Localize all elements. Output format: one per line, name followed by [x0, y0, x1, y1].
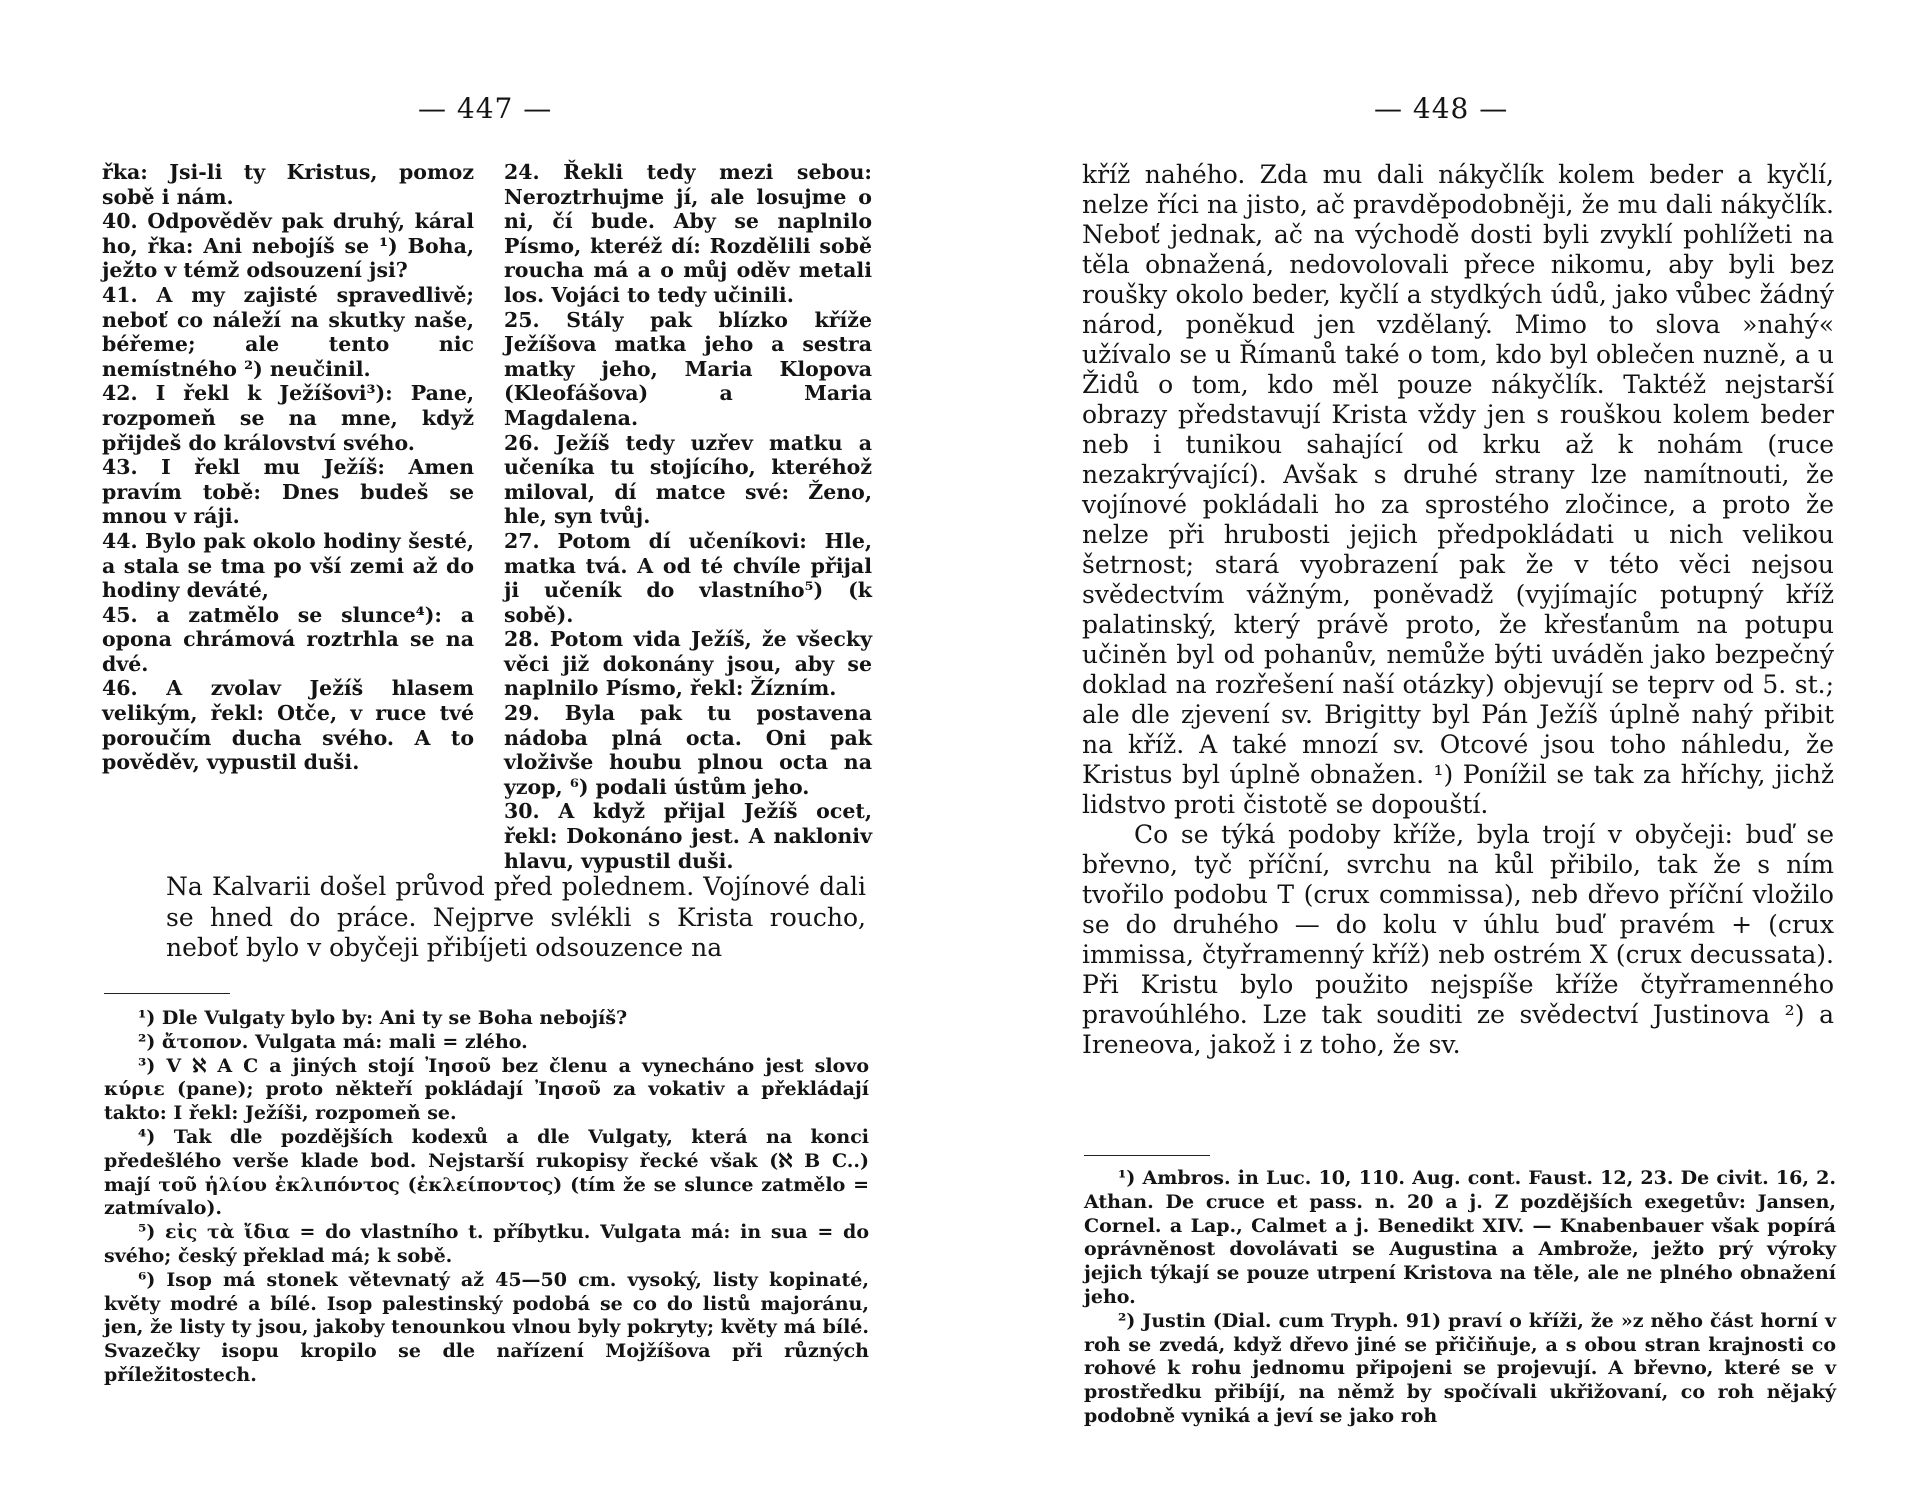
verse-paragraph: 27. Potom dí učeníkovi: Hle, matka tvá. A od té chvíle přijal ji učeník do vlastního⁵) (k sobě). — [504, 528, 872, 627]
footnote: ⁵) εἰς τὰ ἴδια = do vlastního t. příbytku. Vulgata má: in sua = do svého; český překlad má; k sobě. — [104, 1221, 869, 1267]
footnote: ¹) Ambros. in Luc. 10, 110. Aug. cont. Faust. 12, 23. De civit. 16, 2. Athan. De cruce et pass. n. 20 a j. Z pozdějších exegetův: Jansen, Cornel. a Lap., Calmet a j. Benedikt XIV. — Knabenbauer však popírá oprávněnost dovolávati se Augustina a Ambrože, ježto prý výroky jejich týkají se pouze utrpení Kristova na těle, ale ne plného obnažení jeho. — [1084, 1167, 1836, 1308]
body-paragraph: kříž nahého. Zda mu dali nákyčlík kolem beder a kyčlí, nelze říci na jisto, ač pravděpodobněji, že mu dali nákyčlík. Neboť jednak, ač na východě dosti byli zvyklí pohlížeti na těla obnažená, nedovolovali přece nikomu, aby byli bez roušky okolo beder, kyčlí a stydkých údů, jako vůbec žádný národ, poněkud jen vzdělaný. Mimo to slova »nahý« užívalo se u Římanů také o tom, kdo byl oblečen nuzně, a u Židů o tom, kdo měl pouze nákyčlík. Taktéž nejstarší obrazy představují Krista vždy jen s rouškou kolem beder neb i tunikou sahající od krku až k nohám (ruce nezakrývající). Avšak s druhé strany lze namítnouti, že vojínové pokládali ho za sprostého zločince, a proto že nelze při hrubosti jejich předpokládati u nich velikou šetrnost; stará vyobrazení pak že v této věci nejsou svědectvím vážným, poněvadž (vyjímajíc potupný kříž palatinský, který právě proto, že křesťanům na potupu učiněn byl od pohanův, nemůže býti uváděn jako bezpečný doklad na rozřešení naší otázky) objevují se teprv od 5. st.; ale dle zjevení sv. Brigitty byl Pán Ježíš úplně nahý přibit na kříž. A také mnozí sv. Otcové jsou toho náhledu, že Kristus byl úplně obnažen. ¹) Ponížil se tak za hříchy, jichž lidstvo proti čistotě se dopouští. — [1082, 160, 1834, 819]
body-text-right — [1082, 160, 1834, 1060]
footnote: ²) ἄτοπον. Vulgata má: mali = zlého. — [138, 1030, 528, 1053]
footnote: ³) V ℵ A C a jiných stojí Ἰησοῦ bez členu a vynecháno jest slovo κύριε (pane); proto někteří pokládají Ἰησοῦ za vokativ a překládají takto: I řekl: Ježíši, rozpomeň se. — [104, 1054, 869, 1125]
body-paragraph: Na Kalvarii došel průvod před polednem. Vojínové dali se hned do práce. Nejprve svlékli s Krista roucho, neboť bylo v obyčeji přibíjeti odsouzence na — [166, 872, 866, 962]
footnote: ²) Justin (Dial. cum Tryph. 91) praví o kříži, že »z něho část horní v roh se zvedá, když dřevo jiné se přičiňuje, a s obou stran krajnosti co rohové k rohu jednomu připojeni se projevují. A břevno, které se v prostředku přibíjí, na němž by spočívali ukřižovaní, co roh nějaký podobně vyniká a jeví se jako roh — [1084, 1309, 1836, 1427]
footnote: ⁶) Isop má stonek větevnatý až 45—50 cm. vysoký, listy kopinaté, květy modré a bílé. Isop palestinský podobá se co do listů majoránu, jen, že listy ty jsou, jakoby tenounkou vlnou byly pokryty; květy má bílé. Svazečky isopu kropilo se dle nařízení Mojžíšova při různých příležitostech. — [104, 1268, 869, 1386]
body-text-left — [166, 872, 866, 964]
footnote: ¹) Dle Vulgaty bylo by: Ani ty se Boha nebojíš? — [138, 1007, 628, 1029]
verse-paragraph: 44. Bylo pak okolo hodiny šesté, a stala se tma po vší zemi až do hodiny deváté, — [102, 528, 474, 603]
page-number-right: — 448 — — [1374, 92, 1509, 125]
body-paragraph: Co se týká podoby kříže, byla trojí v obyčeji: buď se břevno, tyč příční, svrchu na kůl přibilo, tak že s ním tvořilo podobu T (crux commissa), neb dřevo příční vložilo se do druhého — do kolu v úhlu buď pravém + (crux immissa, čtyřramenný kříž) neb ostrém X (crux decussata). Při Kristu bylo použito nejspíše kříže čtyřramenného pravoúhlého. Lze tak souditi ze svědectví Justinova ²) a Ireneova, jakož i z toho, že sv. — [1082, 820, 1834, 1059]
verse-paragraph: 26. Ježíš tedy uzřev matku a učeníka tu stojícího, kteréhož miloval, dí matce své: Ženo, hle, syn tvůj. — [504, 430, 872, 529]
verse-paragraph: 42. I řekl k Ježíšovi³): Pane, rozpomeň se na mne, když přijdeš do království svého. — [102, 381, 474, 455]
footnote-rule-left — [104, 993, 230, 994]
footnotes-left — [104, 1007, 869, 1388]
verse-paragraph: 43. I řekl mu Ježíš: Amen pravím tobě: Dnes budeš se mnou v ráji. — [102, 455, 474, 529]
verse-paragraph: řka: Jsi-li ty Kristus, pomoz sobě i nám. — [102, 160, 474, 209]
verse-paragraph: 45. a zatmělo se slunce⁴): a opona chrámová roztrhla se na dvé. — [102, 602, 474, 676]
verse-column-right — [504, 160, 872, 873]
verse-paragraph: 29. Byla pak tu postavena nádoba plná octa. Oni pak vloživše houbu plnou octa na yzop, ⁶) podali ústům jeho. — [504, 701, 872, 799]
verse-paragraph: 40. Odpověděv pak druhý, káral ho, řka: Ani nebojíš se ¹) Boha, ježto v témž odsouzení jsi? — [102, 209, 474, 283]
verse-paragraph: 46. A zvolav Ježíš hlasem velikým, řekl: Otče, v ruce tvé poroučím ducha svého. A to pověděv, vypustil duši. — [102, 676, 474, 775]
verse-paragraph: 30. A když přijal Ježíš ocet, řekl: Dokonáno jest. A nakloniv hlavu, vypustil duši. — [504, 799, 872, 873]
verse-paragraph: 25. Stály pak blízko kříže Ježíšova matka jeho a sestra matky jeho, Maria Klopova (Kleofášova) a Maria Magdalena. — [504, 307, 872, 430]
page-number-left: — 447 — — [418, 92, 553, 125]
verse-column-left — [102, 160, 474, 775]
footnote-rule-right — [1084, 1155, 1210, 1156]
right-page — [966, 0, 1932, 1500]
verse-paragraph: 28. Potom vida Ježíš, že všecky věci již dokonány jsou, aby se naplnilo Písmo, řekl: Žízním. — [504, 627, 872, 701]
footnotes-right — [1084, 1167, 1836, 1429]
footnote: ⁴) Tak dle pozdějších kodexů a dle Vulgaty, která na konci předešlého verše klade bod. Nejstarší rukopisy řecké však (ℵ B C..) mají τοῦ ἡλίου ἐκλιπόντος (ἐκλείποντος) (tím že se slunce zatmělo = zatmívalo). — [104, 1125, 869, 1220]
verse-paragraph: 24. Řekli tedy mezi sebou: Neroztrhujme jí, ale losujme o ni, čí bude. Aby se naplnilo Písmo, kteréž dí: Rozdělili sobě roucha má a o můj oděv metali los. Vojáci to tedy učinili. — [504, 160, 872, 307]
verse-paragraph: 41. A my zajisté spravedlivě; neboť co náleží na skutky naše, béřeme; ale tento nic nemístného ²) neučinil. — [102, 282, 474, 381]
